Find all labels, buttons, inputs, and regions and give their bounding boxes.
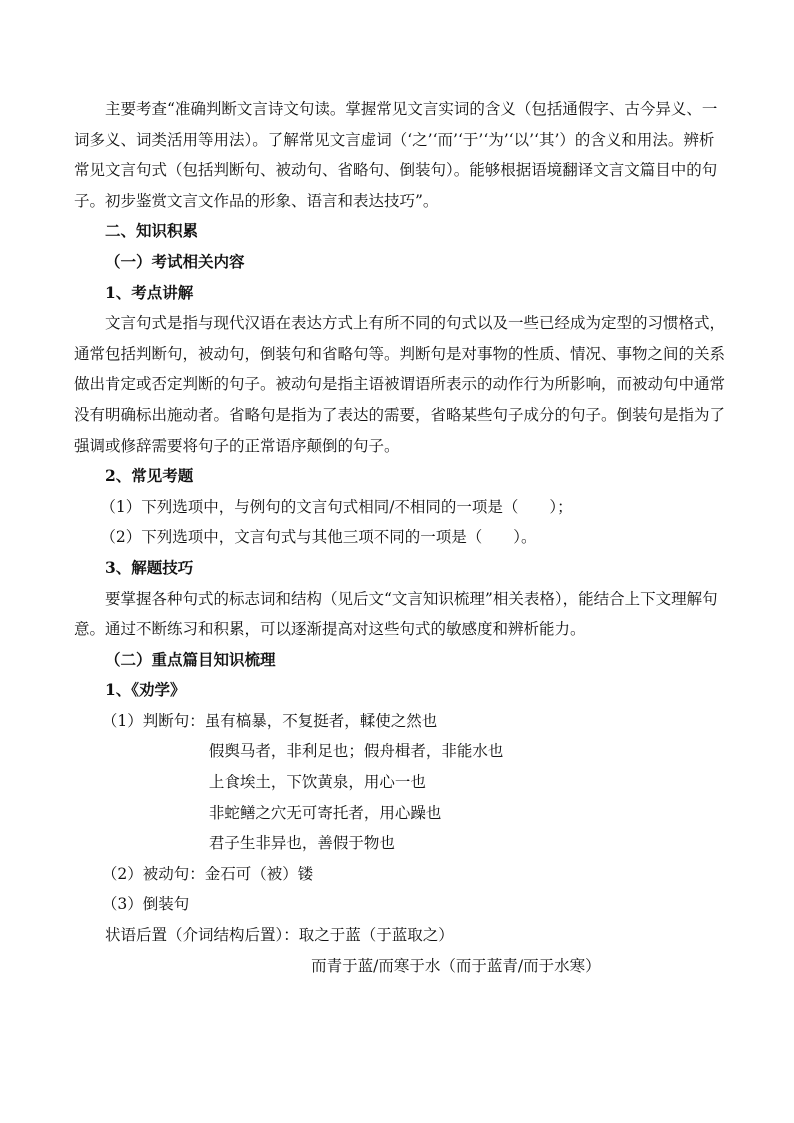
item-heading-questions: 2、常见考题 (105, 466, 194, 486)
adverbial-postposition-example: 而青于蓝/而寒于水（而于蓝青/而于水寒） (311, 956, 601, 975)
judgment-example-4: 非蛇鳝之穴无可寄托者，用心躁也 (208, 803, 442, 822)
judgment-example-5: 君子生非异也，善假于物也 (208, 834, 395, 853)
section-heading-knowledge: 二、知识积累 (105, 221, 199, 241)
question-line-1: （1）下列选项中，与例句的文言句式相同/不相同的一项是（ ）； (100, 497, 573, 516)
judgment-example-2: 假舆马者，非利足也；假舟楫者，非能水也 (208, 742, 504, 761)
passive-sentence-line: （2）被动句：金石可（被）镂 (101, 864, 314, 883)
judgment-example-3: 上食埃土，下饮黄泉，用心一也 (208, 773, 426, 792)
tips-paragraph: 要掌握各种句式的标志词和结构（见后文“文言知识梳理”相关表格），能结合上下文理解句意。通过不断练习和积累，可以逐渐提高对这些句式的敏感度和辨析能力。 (74, 589, 718, 639)
text-heading-quanxue: 1、《劝学》 (105, 680, 186, 700)
document-page (74, 94, 726, 981)
points-paragraph: 文言句式是指与现代汉语在表达方式上有所不同的句式以及一些已经成为定型的习惯格式，通常包括判断句，被动句，倒装句和省略句等。判断句是对事物的性质、情况、事物之间的关系做出肯定或否定判断的句子。被动句是指主语被谓语所表示的动作行为所影响，而被动句中通常没有明确标出施动者。省略句是指为了表达的需要，省略某些句子成分的句子。倒装句是指为了强调或修辞需要将句子的正常语序颠倒的句子。 (74, 314, 726, 455)
question-line-2: （2）下列选项中，文言句式与其他三项不同的一项是（ ）。 (100, 528, 537, 547)
item-heading-tips: 3、解题技巧 (105, 557, 194, 577)
adverbial-postposition-line: 状语后置（介词结构后置）：取之于蓝（于蓝取之） (105, 926, 454, 945)
inversion-sentence-line: （3）倒装句 (101, 895, 190, 914)
item-heading-points: 1、考点讲解 (105, 282, 194, 302)
intro-paragraph: 主要考查“准确判断文言诗文句读。掌握常见文言实词的含义（包括通假字、古今异义、一词多义、词类活用等用法）。了解常见文言虚词（‘之’‘而’‘于’‘为’‘以’‘其’）的含义和用法。辨析常见文言句式（包括判断句、被动句、省略句、倒装句）。能够根据语境翻译文言文篇目中的句子。初步鉴赏文言文作品的形象、语言和表达技巧”。 (74, 100, 718, 210)
judgment-sentence-line: （1）判断句：虽有槁暴，不复挺者，輮使之然也 (101, 711, 438, 730)
subsection-heading-exam: （一）考试相关内容 (105, 251, 245, 271)
subsection-heading-texts: （二）重点篇目知识梳理 (105, 649, 276, 669)
